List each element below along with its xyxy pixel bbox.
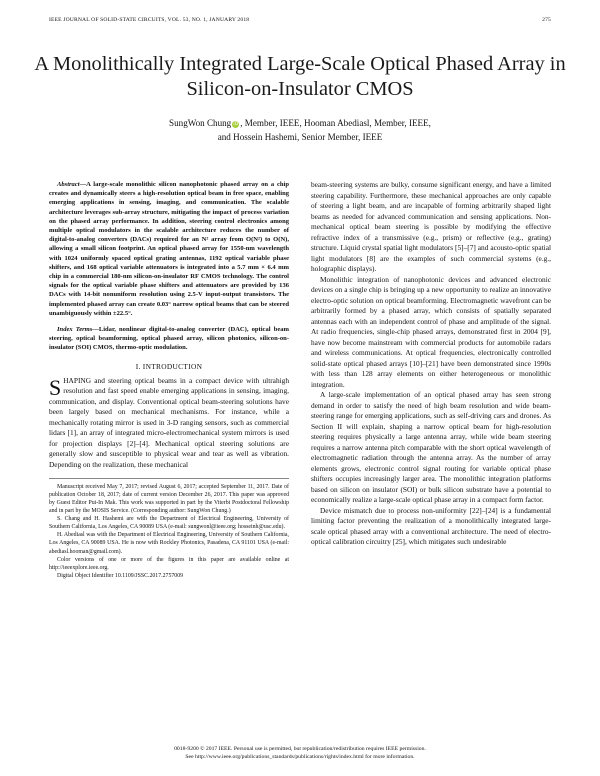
intro-text: HAPING and steering optical beams in a compact device with ultrahigh resolution and fast speed enable emerging applications in sensing, imaging, communication, and display. Conventional optical beam-steering solutions have been largely based on mechanical mechanisms. For instance, while a mechanically rotating mirror is used in 3-D ranging sensors, such as commercial lidars [1], an array of integrated micro-electromechanical system mirrors is used for projection displays [2]–[4]. Mechanical optical steering solutions are generally slow and susceptible to physical wear and tear as well as vibration. Depending on the realization, these mechanical bbox=[49, 375, 289, 469]
footnote-affiliation-1: S. Chang and H. Hashemi are with the Department of Electrical Engineering, University of Southern California, Los Angeles, CA 90089 USA (e-mail: sungwonl@ieee.org; hosseinh@usc.edu). bbox=[49, 516, 289, 531]
author-affiliations-rest: , Member, IEEE, Hooman Abediasl, Member, IEEE, bbox=[240, 118, 431, 128]
running-head bbox=[49, 17, 551, 23]
section-heading-introduction: I. INTRODUCTION bbox=[135, 361, 203, 371]
orcid-icon[interactable]: iD bbox=[233, 122, 239, 127]
body-paragraph: Device mismatch due to process non-uniformity [22]–[24] is a fundamental limiting factor preventing the realization of a monolithically integrated large-scale optical phased array with a conventional architecture. The need of electro-optical calibration circuitry [25], which mitigates such undesirable bbox=[311, 505, 551, 546]
body-paragraph: Monolithic integration of nanophotonic devices and advanced electronic devices on a single chip is bringing up a new opportunity to realize an innovative electro-optic solution on optical beamforming. Electromagnetic wavefront can be arbitrarily formed by a phased array, which consists of spatially separated antennas each with an independent control of phase and amplitude of the signal. At radio frequencies, single-chip phased arrays, demonstrated first in 2004 [9], have now become mainstream with commercial products for automobile radars and wireless communications. At optical frequencies, electronically controlled solid-state optical phased arrays [10]–[21] have been demonstrated since 1990s with less than 128 array elements on either heterogeneous or monolithic integration. bbox=[311, 274, 551, 389]
left-column bbox=[49, 180, 289, 580]
footnotes bbox=[49, 478, 289, 580]
body-paragraph: A large-scale implementation of an optical phased array has seen strong demand in order to satisfy the need of high beam resolution and wide beam-steering range for emerging applications, such as self-driving cars and drones. As Section II will explain, shaping a narrow optical beam for high-resolution steering requires physically a large antenna array, while wide beam steering requires a narrow antenna pitch comparable with the short optical wavelength of electromagnetic radiation through the antenna array. As the number of array elements grows, electronic control signal routing for variable optical phase shifters occupies increasingly larger area. The monolithic integration platforms based on silicon on insulator (SOI) or bulk silicon substrate have a potential to economically realize a large-scale optical phase array in a compact form factor. bbox=[311, 390, 551, 504]
abstract-text: A large-scale monolithic silicon nanophotonic phased array on a chip creates and dynamically steers a high-resolution optical beam in free space, enabling emerging applications in sensing, imaging, and communication. The scalable architecture leverages sub-array structure, mitigating the impact of process variation on the phased array performance. In addition, steering control electronics among multiple optical modulators in the scalable architecture reduces the number of digital-to-analog converters (DACs) required for an N² array from O(N²) to O(N), allowing a small silicon footprint. An optical phased array for 1550-nm wavelength with 1024 uniformly spaced optical grating antennas, 1192 optical variable phase shifters, and 168 optical variable attenuators is integrated into a 5.7 mm × 6.4 mm chip in a commercial 180-nm silicon-on-insulator RF CMOS technology. The control signals for the optical variable phase shifters and attenuators are provided by 136 DACs with 14-bit nonuniform resolution using 2.5-V input-output transistors. The implemented phased array can create 0.03° narrow optical beams that can be steered unambiguously within ±22.5°. bbox=[49, 181, 289, 317]
index-terms-dash: — bbox=[92, 326, 99, 334]
footnote-color-versions: Color versions of one or more of the figures in this paper are available online at http://ieeexplore.ieee.org. bbox=[49, 556, 289, 571]
journal-header: IEEE JOURNAL OF SOLID-STATE CIRCUITS, VOL. 53, NO. 1, JANUARY 2018 bbox=[49, 17, 250, 23]
author-line-1 bbox=[40, 116, 560, 130]
footnote-doi: Digital Object Identifier 10.1109/JSSC.2017.2757009 bbox=[57, 572, 184, 579]
index-terms-text: Lidar, nonlinear digital-to-analog converter (DAC), optical beam steering, optical beamforming, optical phased array, silicon photonics, silicon-on-insulator (SOI) CMOS, thermo-optic modulation. bbox=[49, 326, 289, 352]
copyright-line-2: See http://www.ieee.org/publications_standards/publications/rights/index.html for more information. bbox=[185, 754, 415, 760]
footnote-manuscript: Manuscript received May 7, 2017; revised August 6, 2017; accepted September 11, 2017. Date of publication October 18, 2017; date of current version December 26, 2017. This paper was approved by Guest Editor Pui-In Mak. This work was supported in part by the Viterbi Postdoctoral Fellowship and in part by the MOSIS Service. (Corresponding author: SungWon Chung.) bbox=[49, 484, 289, 515]
dropcap-letter: S bbox=[49, 374, 62, 400]
index-terms-label: Index Terms bbox=[57, 326, 93, 334]
author-line-2: and Hossein Hashemi, Senior Member, IEEE bbox=[217, 132, 383, 142]
copyright-line-1: 0018-9200 © 2017 IEEE. Personal use is permitted, but republication/redistribution requires IEEE permission. bbox=[174, 746, 426, 752]
paper-title: A Monolithically Integrated Large-Scale Optical Phased Array in Silicon-on-Insulator CMOS bbox=[34, 53, 566, 100]
abstract bbox=[49, 180, 289, 318]
intro-paragraph bbox=[49, 376, 289, 471]
footnote-affiliation-2: H. Abediasl was with the Department of Electrical Engineering, University of Southern California, Los Angeles, CA 90089 USA. He is now with Rockley Photonics, Pasadena, CA 91101 USA (e-mail: abediasl.hooman@gmail.com). bbox=[49, 532, 289, 555]
right-column bbox=[311, 180, 551, 548]
body-paragraph: beam-steering systems are bulky, consume significant energy, and have a limited steering capability. Furthermore, these mechanical approaches are only capable of steering a light beam, and are incapable of forming arbitrarily shaped light beams as needed for advanced communication and sensing applications. Non-mechanical optical beam steering is possible by modifying the effective refractive index of a transmissive (e.g., prism) or reflective (e.g., grating) structure. Liquid crystal spatial light modulators [5]–[7] and acousto-optic spatial light modulators [8] are the examples of such commercial systems (e.g., holographic displays). bbox=[311, 180, 551, 273]
author-block bbox=[40, 116, 560, 144]
copyright-notice bbox=[49, 745, 551, 761]
page-number: 275 bbox=[542, 17, 551, 23]
abstract-label: Abstract bbox=[57, 181, 80, 188]
abstract-dash: — bbox=[79, 181, 87, 188]
first-author-name: SungWon Chung bbox=[169, 118, 232, 128]
index-terms bbox=[49, 325, 289, 353]
